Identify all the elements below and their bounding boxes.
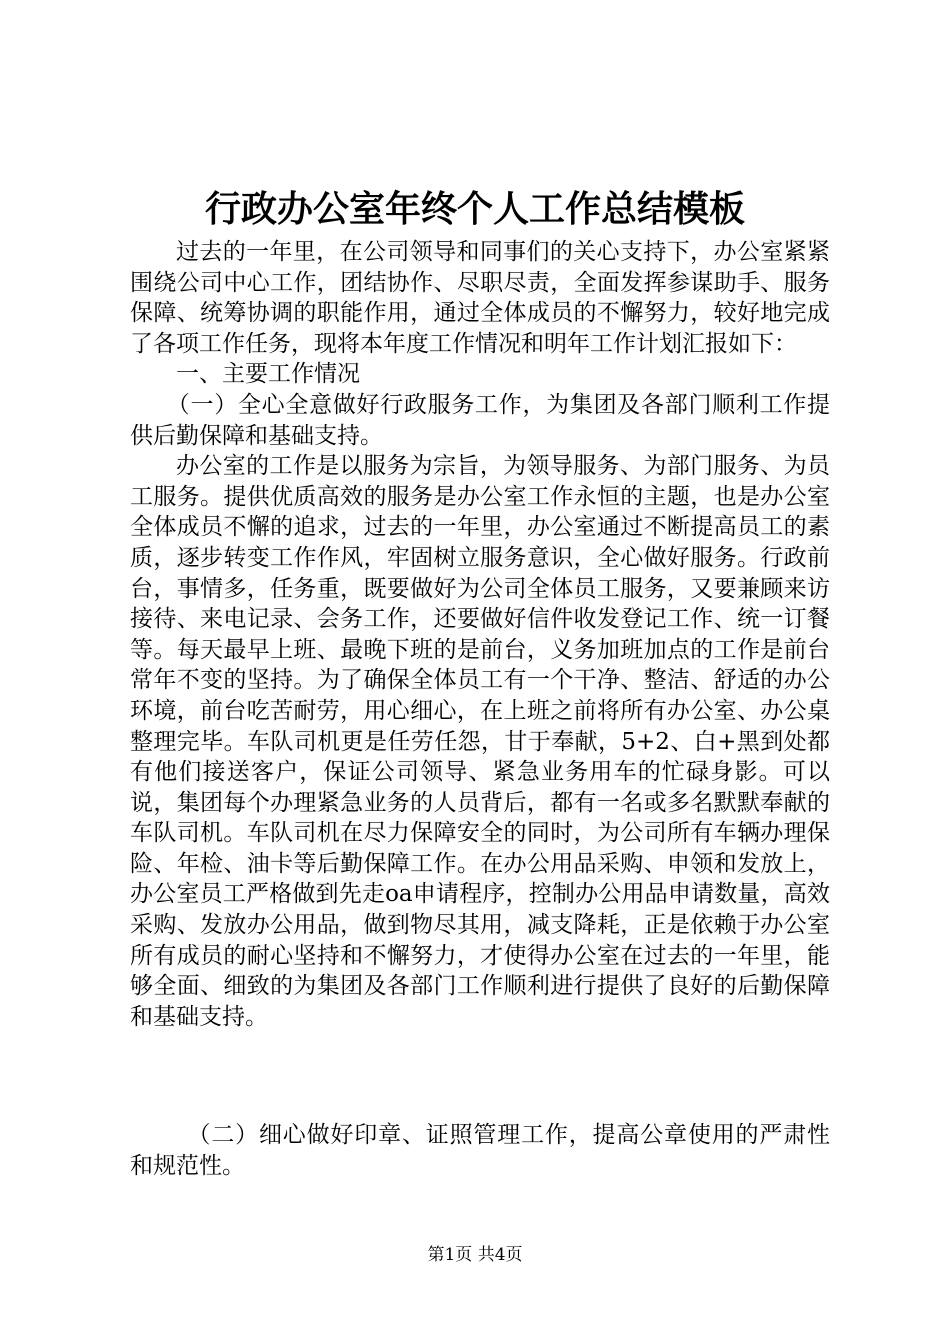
subsection-heading-1: （一）全心全意做好行政服务工作，为集团及各部门顺利工作提供后勤保障和基础支持。 bbox=[130, 391, 830, 449]
document-body-section-2 bbox=[130, 1120, 830, 1181]
body-paragraph-1: 办公室的工作是以服务为宗旨，为领导服务、为部门服务、为员工服务。提供优质高效的服务是办公室工作永恒的主题，也是办公室全体成员不懈的追求，过去的一年里，办公室通过不断提高员工的素质，逐步转变工作作风，牢固树立服务意识，全心做好服务。行政前台，事情多，任务重，既要做好为公司全体员工服务，又要兼顾来访接待、来电记录、会务工作，还要做好信件收发登记工作、统一订餐等。每天最早上班、最晚下班的是前台，义务加班加点的工作是前台常年不变的坚持。为了确保全体员工有一个干净、整洁、舒适的办公环境，前台吃苦耐劳，用心细心，在上班之前将所有办公室、办公桌整理完毕。车队司机更是任劳任怨，甘于奉献，5+2、白+黑到处都有他们接送客户，保证公司领导、紧急业务用车的忙碌身影。可以说，集团每个办理紧急业务的人员背后，都有一名或多名默默奉献的车队司机。车队司机在尽力保障安全的同时，为公司所有车辆办理保险、年检、油卡等后勤保障工作。在办公用品采购、申领和发放上，办公室员工严格做到先走oa申请程序，控制办公用品申请数量，高效采购、发放办公用品，做到物尽其用，减支降耗，正是依赖于办公室所有成员的耐心坚持和不懈努力，才使得办公室在过去的一年里，能够全面、细致的为集团及各部门工作顺利进行提供了良好的后勤保障和基础支持。 bbox=[130, 453, 830, 1030]
section-heading-main-work: 一、主要工作情况 bbox=[176, 361, 360, 388]
intro-paragraph: 过去的一年里，在公司领导和同事们的关心支持下，办公室紧紧围绕公司中心工作，团结协作、尽职尽责，全面发挥参谋助手、服务保障、统筹协调的职能作用，通过全体成员的不懈努力，较好地完成了各项工作任务，现将本年度工作情况和明年工作计划汇报如下： bbox=[130, 239, 830, 357]
document-title: 行政办公室年终个人工作总结模板 bbox=[204, 188, 745, 230]
page-footer: 第1页 共4页 bbox=[427, 1245, 523, 1265]
document-body bbox=[130, 237, 830, 1032]
subsection-heading-2: （二）细心做好印章、证照管理工作，提高公章使用的严肃性和规范性。 bbox=[130, 1122, 830, 1179]
